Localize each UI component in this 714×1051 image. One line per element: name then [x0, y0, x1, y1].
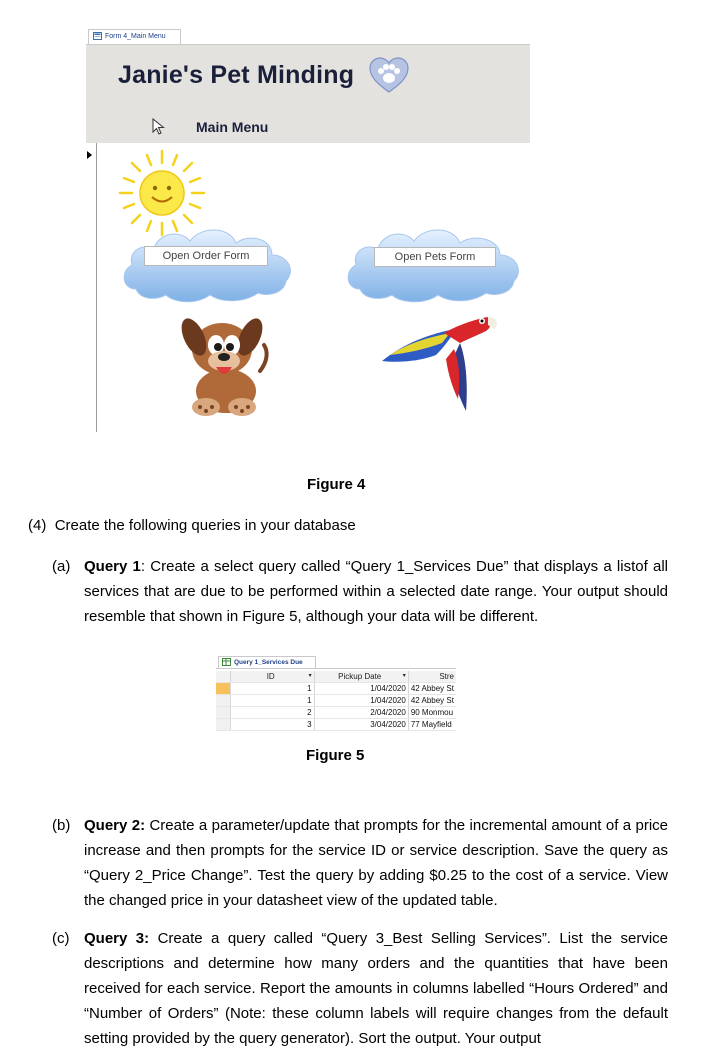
cell-id[interactable]: 1 — [230, 695, 314, 707]
part-c-title: Query 3: — [84, 930, 150, 947]
open-order-form-button[interactable]: Open Order Form — [144, 246, 268, 266]
part-b-label: (b) — [52, 817, 71, 834]
cell-street[interactable]: 90 Monmou — [408, 707, 456, 719]
part-c-text: Create a query called “Query 3_Best Selling Services”. List the service descriptions and determine how many orders and the quantities that have been received for each service. Report the amounts in columns labelled “Hours Ordered” and “Number of Orders” (Note: these column labels will require changes from the default setting provided by the query generator). Sort the output. Your output — [84, 930, 668, 1047]
record-pointer-icon — [87, 151, 92, 159]
form-tab[interactable] — [88, 29, 181, 44]
query-tab-label: Query 1_Services Due — [234, 659, 303, 666]
form-icon — [93, 32, 102, 40]
cell-street[interactable]: 42 Abbey St — [408, 695, 456, 707]
column-header-id[interactable]: ID ▾ — [230, 671, 314, 683]
row-selector[interactable] — [216, 683, 230, 695]
cell-id[interactable]: 3 — [230, 719, 314, 731]
part-b — [52, 813, 668, 913]
form-tab-strip — [86, 27, 530, 45]
row-selector[interactable] — [216, 695, 230, 707]
table-row[interactable] — [216, 683, 456, 695]
part-a-title: Query 1 — [84, 558, 141, 575]
paw-heart-icon — [368, 57, 410, 95]
parrot-cartoon-icon — [380, 303, 502, 415]
part-a-label: (a) — [52, 558, 71, 575]
part-b-text: Create a parameter/update that prompts for the incremental amount of a price increase and then prompts for the service ID or service description. Save the query as “Query 2_Price Change”. Test the query by adding $0.25 to the cost of a service. View the changed price in your datasheet view of the updated table. — [84, 817, 668, 909]
figure-4-caption: Figure 4 — [307, 476, 366, 493]
cell-pickup-date[interactable]: 1/04/2020 — [314, 695, 408, 707]
question-4 — [28, 513, 668, 538]
sort-dropdown-icon[interactable]: ▾ — [402, 673, 406, 679]
row-selector[interactable] — [216, 719, 230, 731]
column-header-street[interactable]: Stre — [408, 671, 456, 683]
cell-id[interactable]: 2 — [230, 707, 314, 719]
column-header-pickup-date[interactable]: Pickup Date ▾ — [314, 671, 408, 683]
cell-pickup-date[interactable]: 1/04/2020 — [314, 683, 408, 695]
figure-4-form — [86, 27, 530, 432]
figure-5-caption: Figure 5 — [306, 747, 365, 764]
app-title: Janie's Pet Minding — [118, 61, 355, 89]
query-icon — [222, 658, 231, 666]
dog-cartoon-icon — [176, 311, 272, 421]
part-b-title: Query 2: — [84, 817, 146, 834]
query-results-table — [216, 671, 456, 731]
select-all-cell[interactable] — [216, 671, 230, 683]
question-4-text: Create the following queries in your database — [54, 517, 356, 534]
query-tab-divider — [216, 668, 456, 669]
cell-id[interactable]: 1 — [230, 683, 314, 695]
open-pets-form-button[interactable]: Open Pets Form — [374, 247, 496, 267]
part-c-label: (c) — [52, 930, 70, 947]
main-menu-label: Main Menu — [196, 119, 269, 135]
cell-street[interactable]: 77 Mayfield — [408, 719, 456, 731]
row-selector[interactable] — [216, 707, 230, 719]
table-header-row — [216, 671, 456, 683]
cell-pickup-date[interactable]: 2/04/2020 — [314, 707, 408, 719]
cell-street[interactable]: 42 Abbey St — [408, 683, 456, 695]
part-a — [52, 554, 668, 629]
cell-pickup-date[interactable]: 3/04/2020 — [314, 719, 408, 731]
part-c — [52, 926, 668, 1051]
table-row[interactable] — [216, 719, 456, 731]
sort-dropdown-icon[interactable]: ▾ — [308, 673, 312, 679]
record-selector-bar[interactable] — [86, 143, 97, 432]
table-row[interactable] — [216, 695, 456, 707]
figure-5-datasheet — [216, 655, 456, 743]
question-4-number: (4) — [28, 517, 47, 534]
mouse-cursor-icon — [152, 118, 166, 136]
part-a-text: : Create a select query called “Query 1_Services Due” that displays a listof all services that are due to be performed within a selected date range. Your output should resemble that shown in Figure 5, although your data will be different. — [84, 558, 668, 625]
form-tab-label: Form 4_Main Menu — [105, 33, 166, 40]
table-row[interactable] — [216, 707, 456, 719]
